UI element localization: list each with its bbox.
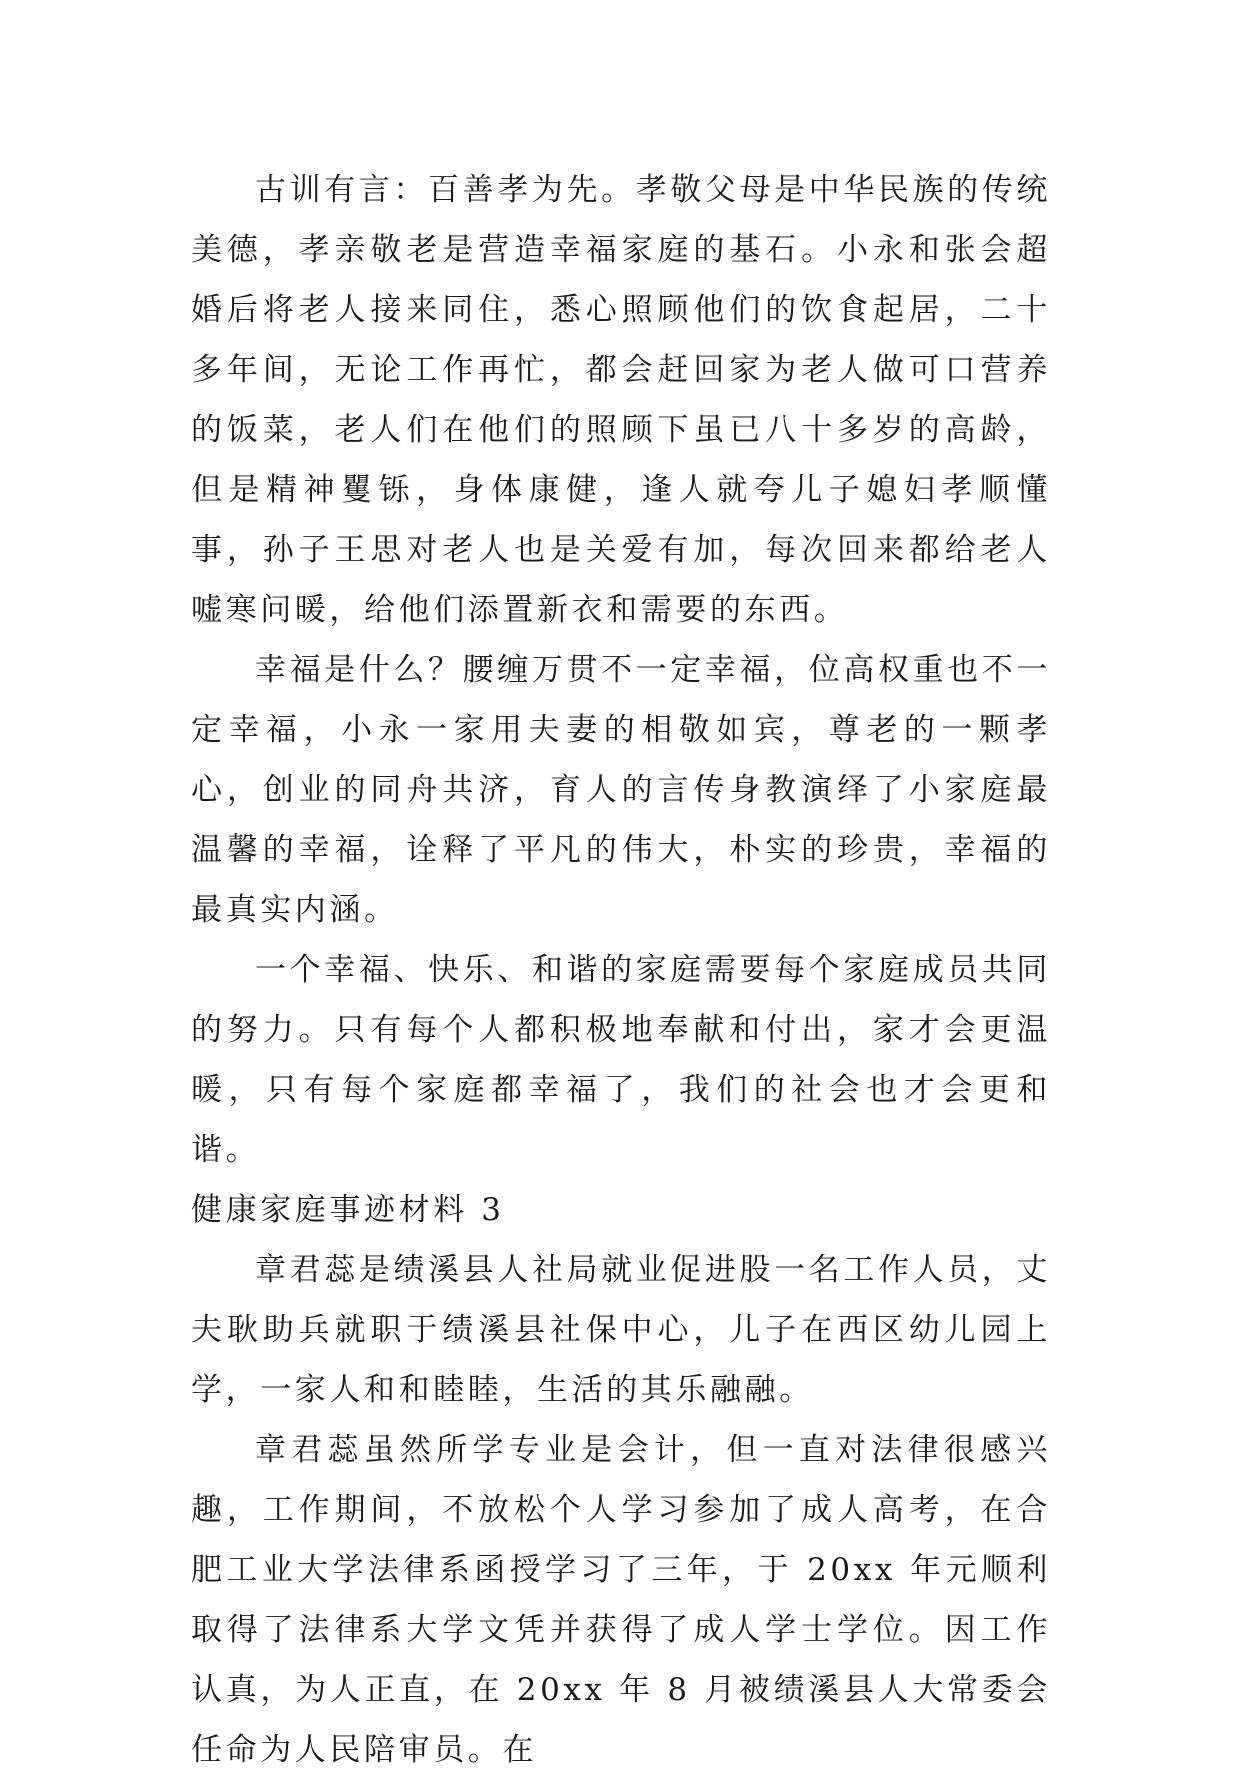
paragraph-zhang-junrui-intro: 章君蕊是绩溪县人社局就业促进股一名工作人员，丈夫耿助兵就职于绩溪县社保中心，儿子在西区幼儿园上学，一家人和和睦睦，生活的其乐融融。 (191, 1252, 1051, 1408)
document-page (191, 160, 1051, 1780)
paragraph-what-is-happiness: 幸福是什么？腰缠万贯不一定幸福，位高权重也不一定幸福，小永一家用夫妻的相敬如宾，尊老的一颗孝心，创业的同舟共济，育人的言传身教演绎了小家庭最温馨的幸福，诠释了平凡的伟大，朴实的珍贵，幸福的最真实内涵。 (191, 652, 1051, 928)
paragraph-harmonious-family: 一个幸福、快乐、和谐的家庭需要每个家庭成员共同的努力。只有每个人都积极地奉献和付出，家才会更温暖，只有每个家庭都幸福了，我们的社会也才会更和谐。 (191, 952, 1051, 1168)
section-heading: 健康家庭事迹材料 3 (191, 1192, 505, 1228)
paragraph-zhang-junrui-study: 章君蕊虽然所学专业是会计，但一直对法律很感兴趣，工作期间，不放松个人学习参加了成人高考，在合肥工业大学法律系函授学习了三年，于 20xx 年元顺利取得了法律系大学文凭并获得了成人学士学位。因工作认真，为人正直，在 20xx 年 8 月被绩溪县人大常委会任命为人民陪审员。在 (191, 1432, 1051, 1768)
paragraph-filial-piety: 古训有言：百善孝为先。孝敬父母是中华民族的传统美德，孝亲敬老是营造幸福家庭的基石。小永和张会超婚后将老人接来同住，悉心照顾他们的饮食起居，二十多年间，无论工作再忙，都会赶回家为老人做可口营养的饭菜，老人们在他们的照顾下虽已八十多岁的高龄，但是精神矍铄，身体康健，逢人就夸儿子媳妇孝顺懂事，孙子王思对老人也是关爱有加，每次回来都给老人嘘寒问暖，给他们添置新衣和需要的东西。 (191, 172, 1051, 628)
